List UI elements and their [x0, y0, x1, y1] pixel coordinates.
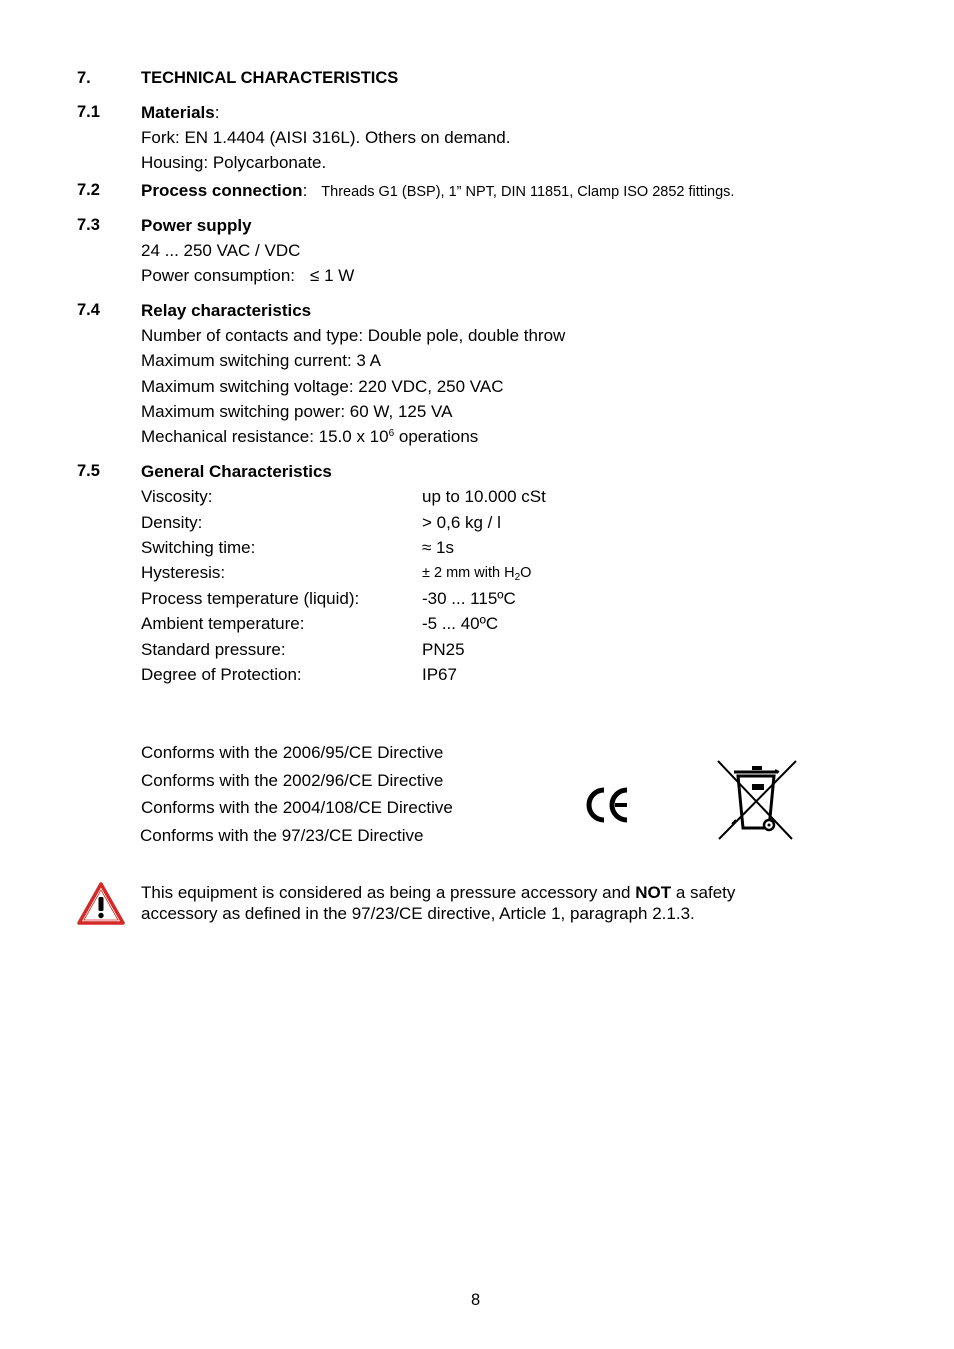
- warning-emphasis: NOT: [635, 883, 672, 902]
- spec-value-viscosity: up to 10.000 cSt: [422, 487, 546, 506]
- spec-label-density: Density:: [141, 513, 203, 532]
- subsection-number-7-3: 7.3: [77, 216, 100, 234]
- spec-label-hysteresis: Hysteresis:: [141, 563, 226, 582]
- spec-value-density: > 0,6 kg / l: [422, 513, 501, 532]
- relay-current: Maximum switching current: 3 A: [141, 351, 381, 370]
- spec-label-degree-of-protection: Degree of Protection:: [141, 665, 302, 684]
- subsection-number-7-4: 7.4: [77, 301, 100, 319]
- materials-housing: Housing: Polycarbonate.: [141, 153, 327, 172]
- relay-mechanical-resistance: Mechanical resistance: 15.0 x $10^6$ operations: [141, 427, 479, 446]
- conformity-2002-96: Conforms with the 2002/96/CE Directive: [141, 771, 444, 790]
- spec-label-switching-time: Switching time:: [141, 538, 256, 557]
- warning-text: This equipment is considered as being a pressure accessory and NOT a safety accessory as defined in the 97/23/CE directive, Article 1, paragraph 2.1.3.: [141, 883, 736, 923]
- process-connection-value: Threads G1 (BSP), 1” NPT, DIN 11851, Clamp ISO 2852 fittings.: [321, 184, 735, 200]
- materials-fork: Fork: EN 1.4404 (AISI 316L). Others on demand.: [141, 128, 511, 147]
- relay-contacts: Number of contacts and type: Double pole, double throw: [141, 326, 566, 345]
- subsection-number-7-1: 7.1: [77, 103, 100, 121]
- relay-heading: Relay characteristics: [141, 301, 312, 320]
- subsection-number-7-2: 7.2: [77, 181, 100, 199]
- spec-label-standard-pressure: Standard pressure:: [141, 640, 286, 659]
- section-title: TECHNICAL CHARACTERISTICS: [141, 69, 399, 87]
- relay-power: Maximum switching power: 60 W, 125 VA: [141, 402, 453, 421]
- power-supply-voltage: 24 ... 250 VAC / VDC: [141, 241, 301, 260]
- spec-label-process-temperature: Process temperature (liquid):: [141, 589, 360, 608]
- spec-value-degree-of-protection: IP67: [422, 665, 457, 684]
- section-number: 7.: [77, 69, 91, 87]
- crossed-out-bin-icon: [714, 758, 798, 842]
- spec-value-switching-time: ≈ 1s: [422, 538, 455, 557]
- materials-heading: Materials:: [141, 103, 220, 122]
- spec-value-standard-pressure: PN25: [422, 640, 465, 659]
- conformity-2006-95: Conforms with the 2006/95/CE Directive: [141, 743, 444, 762]
- general-heading: General Characteristics: [141, 462, 332, 481]
- subsection-number-7-5: 7.5: [77, 462, 100, 480]
- spec-label-ambient-temperature: Ambient temperature:: [141, 614, 305, 633]
- power-supply-heading: Power supply: [141, 216, 252, 235]
- spec-label-viscosity: Viscosity:: [141, 487, 213, 506]
- warning-triangle-icon: [77, 882, 125, 925]
- ce-mark-icon: [585, 786, 631, 824]
- conformity-2004-108: Conforms with the 2004/108/CE Directive: [141, 798, 453, 817]
- process-connection: Process connection: Threads G1 (BSP), 1” NPT, DIN 11851, Clamp ISO 2852 fittings.: [141, 181, 735, 200]
- relay-voltage: Maximum switching voltage: 220 VDC, 250 VAC: [141, 377, 504, 396]
- spec-value-hysteresis: ± 2 mm with $H_2O$: [422, 565, 532, 583]
- page-number: 8: [471, 1291, 481, 1309]
- spec-value-process-temperature: -30 ... 115ºC: [422, 589, 516, 608]
- conformity-97-23: Conforms with the 97/23/CE Directive: [140, 826, 424, 845]
- power-consumption: Power consumption: ≤ 1 W: [141, 266, 355, 285]
- spec-value-ambient-temperature: -5 ... 40ºC: [422, 614, 499, 633]
